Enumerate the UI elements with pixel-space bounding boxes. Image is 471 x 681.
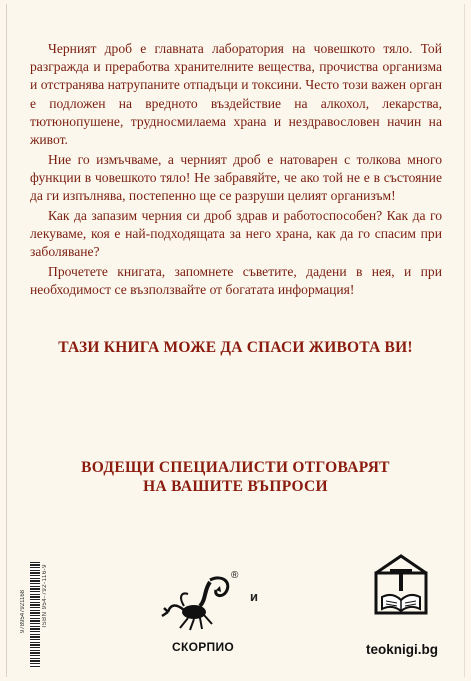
blurb-paragraph-1: Черният дроб е главната лаборатория на човешкото тяло. Той разгражда и преработва хранителните вещества, прочиства организма и отстранява натрупаните отпадъци и токсини. Често този важен орган е подложен на вредното въздействие на алкохол, лекарства, тютюнопушене, трудносмилаема храна и нездравословен начин на живот. xyxy=(30,41,442,148)
publisher-name: СКОРПИО xyxy=(172,640,235,654)
headline-save-life: ТАЗИ КНИГА МОЖЕ ДА СПАСИ ЖИВОТА ВИ! xyxy=(58,339,413,356)
barcode-number: 9789547921168 xyxy=(20,590,26,633)
headline-specialists xyxy=(0,458,471,496)
blurb-paragraph-2: Ние го измъчваме, а черният дроб е натоварен с толкова много функции в човешкото тяло! Не забравяйте, че ако той не е в състояние да ги изпълнява, постепенно ще се разруши целият организъм! xyxy=(30,151,442,204)
conjunction-text: и xyxy=(250,589,258,604)
blurb-paragraph-3: Как да запазим черния си дроб здрав и работоспособен? Как да го лекуваме, коя е най-подходящата за него храна, как да го спасим при заболяване? xyxy=(30,207,442,260)
blurb-paragraph-4: Прочетете книгата, запомнете съветите, дадени в нея, и при необходимост се възползвайте от богатата информация! xyxy=(30,263,442,298)
barcode xyxy=(30,562,40,668)
book-t-logo-icon xyxy=(372,553,430,615)
website-label: teoknigi.bg xyxy=(366,642,438,657)
scorpion-logo-icon xyxy=(160,572,240,634)
headline-specialists-line-1: ВОДЕЩИ СПЕЦИАЛИСТИ ОТГОВАРЯТ xyxy=(81,459,390,476)
isbn-label: ISBN 954-792-116-9 xyxy=(42,564,48,628)
blurb-text xyxy=(30,40,442,301)
registered-mark: ® xyxy=(231,570,239,581)
headline-specialists-line-2: НА ВАШИТЕ ВЪПРОСИ xyxy=(143,478,328,495)
